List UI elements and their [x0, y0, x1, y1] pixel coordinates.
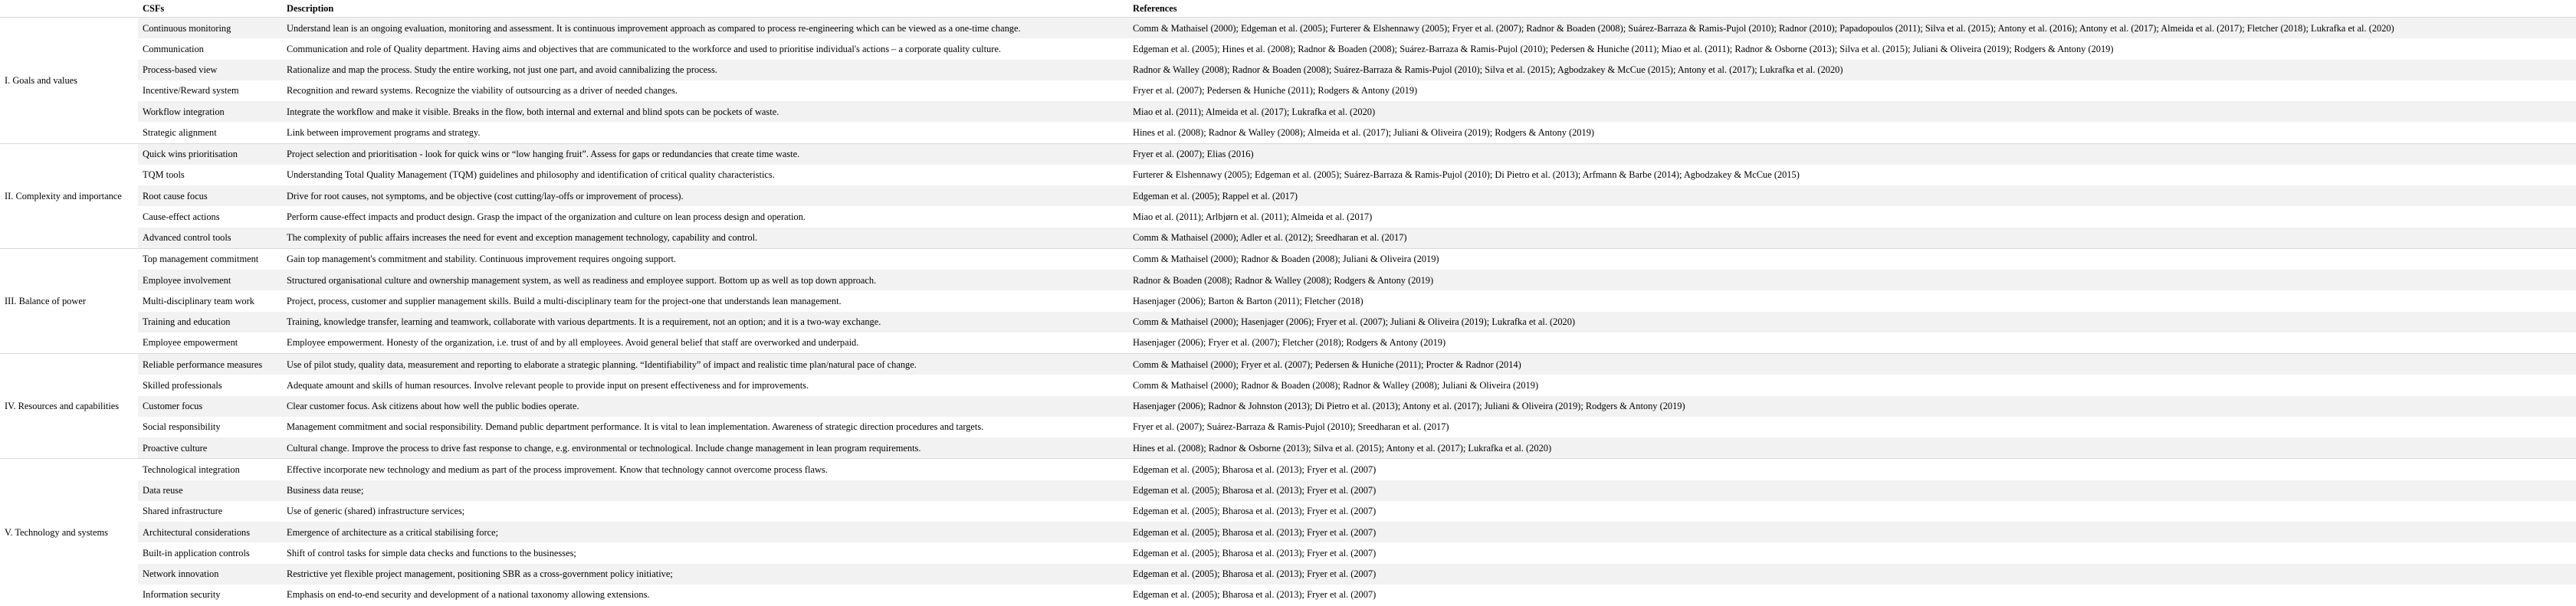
table-row — [0, 312, 2576, 332]
csf-cell: Architectural considerations — [138, 522, 282, 542]
references-cell: Comm & Mathaisel (2000); Edgeman et al. (2005); Furterer & Elshennawy (2005); Fryer et al. (2007); Radnor & Boaden (2008); Suárez-Barraza & Ramis-Pujol (2010); Radnor (2010); Papadopoulos (2011); Silva et al. (2015); Antony et al. (2016); Antony et al. (2017); Almeida et al. (2017); Fletcher (2018); Lukrafka et al. (2020) — [1128, 18, 2576, 39]
group-label: I. Goals and values — [0, 18, 138, 144]
references-cell: Edgeman et al. (2005); Bharosa et al. (2013); Fryer et al. (2007) — [1128, 501, 2576, 522]
table-row — [0, 332, 2576, 354]
references-cell: Hasenjager (2006); Fryer et al. (2007); Fletcher (2018); Rodgers & Antony (2019) — [1128, 332, 2576, 354]
csf-cell: Employee empowerment — [138, 332, 282, 354]
references-cell: Edgeman et al. (2005); Bharosa et al. (2013); Fryer et al. (2007) — [1128, 459, 2576, 480]
description-cell: Project, process, customer and supplier management skills. Build a multi-disciplinary team for the project-one that understands lean management. — [282, 290, 1128, 311]
description-cell: Use of pilot study, quality data, measurement and reporting to elaborate a strategic planning. “Identifiability” of impact and realistic time plan/natural pace of change. — [282, 354, 1128, 375]
csf-cell: Data reuse — [138, 480, 282, 501]
group-label: IV. Resources and capabilities — [0, 354, 138, 459]
table-row — [0, 80, 2576, 101]
description-cell: Cultural change. Improve the process to drive fast response to change, e.g. environmental or technological. Include change management in lean program requirements. — [282, 437, 1128, 459]
header-csfs: CSFs — [138, 0, 282, 18]
csf-cell: Workflow integration — [138, 101, 282, 122]
references-cell: Miao et al. (2011); Almeida et al. (2017); Lukrafka et al. (2020) — [1128, 101, 2576, 122]
header-references: References — [1128, 0, 2576, 18]
csf-cell: Quick wins prioritisation — [138, 143, 282, 165]
table-row — [0, 18, 2576, 39]
references-cell: Edgeman et al. (2005); Bharosa et al. (2013); Fryer et al. (2007) — [1128, 564, 2576, 585]
references-cell: Hasenjager (2006); Radnor & Johnston (2013); Di Pietro et al. (2013); Antony et al. (2017); Juliani & Oliveira (2019); Rodgers & Antony (2019) — [1128, 396, 2576, 417]
description-cell: Gain top management's commitment and stability. Continuous improvement requires ongoing support. — [282, 248, 1128, 270]
table-row — [0, 290, 2576, 311]
table-row — [0, 480, 2576, 501]
references-cell: Comm & Mathaisel (2000); Adler et al. (2012); Sreedharan et al. (2017) — [1128, 228, 2576, 249]
csf-cell: Skilled professionals — [138, 375, 282, 395]
description-cell: Communication and role of Quality department. Having aims and objectives that are communicated to the workforce and used to prioritise individual's actions – a corporate quality culture. — [282, 38, 1128, 59]
csf-cell: Network innovation — [138, 564, 282, 585]
table-row — [0, 396, 2576, 417]
references-cell: Edgeman et al. (2005); Hines et al. (2008); Radnor & Boaden (2008); Suárez-Barraza & Ramis-Pujol (2010); Pedersen & Huniche (2011); Miao et al. (2011); Radnor & Osborne (2013); Silva et al. (2015); Juliani & Oliveira (2019); Rodgers & Antony (2019) — [1128, 38, 2576, 59]
group-label: II. Complexity and importance — [0, 143, 138, 248]
description-cell: Training, knowledge transfer, learning and teamwork, collaborate with various departments. It is a requirement, not an option; and it is a two-way exchange. — [282, 312, 1128, 332]
references-cell: Edgeman et al. (2005); Bharosa et al. (2013); Fryer et al. (2007) — [1128, 480, 2576, 501]
header-description: Description — [282, 0, 1128, 18]
csf-cell: Advanced control tools — [138, 228, 282, 249]
description-cell: Rationalize and map the process. Study the entire working, not just one part, and avoid cannibalizing the process. — [282, 60, 1128, 80]
description-cell: Use of generic (shared) infrastructure services; — [282, 501, 1128, 522]
description-cell: Adequate amount and skills of human resources. Involve relevant people to provide input on present effectiveness and for improvements. — [282, 375, 1128, 395]
description-cell: Management commitment and social responsibility. Demand public department performance. It is vital to lean implementation. Awareness of strategic direction procedures and targets. — [282, 417, 1128, 437]
description-cell: Understand lean is an ongoing evaluation, monitoring and assessment. It is continuous improvement approach as compared to process re-engineering which can be viewed as a one-time change. — [282, 18, 1128, 39]
csf-cell: Built-in application controls — [138, 542, 282, 563]
table-row — [0, 522, 2576, 542]
table-row — [0, 38, 2576, 59]
description-cell: Link between improvement programs and strategy. — [282, 122, 1128, 143]
table-row — [0, 248, 2576, 270]
table-row — [0, 375, 2576, 395]
references-cell: Edgeman et al. (2005); Rappel et al. (2017) — [1128, 185, 2576, 206]
table-row — [0, 101, 2576, 122]
references-cell: Comm & Mathaisel (2000); Hasenjager (2006); Fryer et al. (2007); Juliani & Oliveira (2019); Lukrafka et al. (2020) — [1128, 312, 2576, 332]
description-cell: Emergence of architecture as a critical stabilising force; — [282, 522, 1128, 542]
references-cell: Furterer & Elshennawy (2005); Edgeman et al. (2005); Suárez-Barraza & Ramis-Pujol (2010); Di Pietro et al. (2013); Arfmann & Barbe (2014); Agbodzakey & McCue (2015) — [1128, 165, 2576, 185]
csf-cell: Information security — [138, 585, 282, 605]
references-cell: Radnor & Walley (2008); Radnor & Boaden (2008); Suárez-Barraza & Ramis-Pujol (2010); Silva et al. (2015); Agbodzakey & McCue (2015); Antony et al. (2017); Lukrafka et al. (2020) — [1128, 60, 2576, 80]
references-cell: Hasenjager (2006); Barton & Barton (2011); Fletcher (2018) — [1128, 290, 2576, 311]
table-row — [0, 459, 2576, 480]
references-cell: Comm & Mathaisel (2000); Radnor & Boaden (2008); Radnor & Walley (2008); Juliani & Oliveira (2019) — [1128, 375, 2576, 395]
description-cell: Emphasis on end-to-end security and development of a national taxonomy allowing extensions. — [282, 585, 1128, 605]
references-cell: Hines et al. (2008); Radnor & Walley (2008); Almeida et al. (2017); Juliani & Oliveira (2019); Rodgers & Antony (2019) — [1128, 122, 2576, 143]
references-cell: Edgeman et al. (2005); Bharosa et al. (2013); Fryer et al. (2007) — [1128, 585, 2576, 605]
table-row — [0, 185, 2576, 206]
table-row — [0, 542, 2576, 563]
csf-cell: TQM tools — [138, 165, 282, 185]
table-row — [0, 585, 2576, 605]
description-cell: Understanding Total Quality Management (TQM) guidelines and philosophy and identification of critical quality characteristics. — [282, 165, 1128, 185]
description-cell: Recognition and reward systems. Recognize the viability of outsourcing as a driver of needed changes. — [282, 80, 1128, 101]
csf-cell: Employee involvement — [138, 270, 282, 290]
csf-cell: Multi-disciplinary team work — [138, 290, 282, 311]
csf-cell: Strategic alignment — [138, 122, 282, 143]
table-row — [0, 501, 2576, 522]
description-cell: Perform cause-effect impacts and product design. Grasp the impact of the organization and culture on lean process design and operation. — [282, 206, 1128, 227]
header-row — [0, 0, 2576, 18]
description-cell: Employee empowerment. Honesty of the organization, i.e. trust of and by all employees. Avoid general belief that staff are overworked and underpaid. — [282, 332, 1128, 354]
description-cell: The complexity of public affairs increases the need for event and exception management technology, capability and control. — [282, 228, 1128, 249]
csf-cell: Incentive/Reward system — [138, 80, 282, 101]
references-cell: Edgeman et al. (2005); Bharosa et al. (2013); Fryer et al. (2007) — [1128, 522, 2576, 542]
csf-cell: Proactive culture — [138, 437, 282, 459]
table-row — [0, 60, 2576, 80]
description-cell: Structured organisational culture and ownership management system, as well as readiness and employee support. Bottom up as well as top down approach. — [282, 270, 1128, 290]
references-cell: Comm & Mathaisel (2000); Fryer et al. (2007); Pedersen & Huniche (2011); Procter & Radnor (2014) — [1128, 354, 2576, 375]
csf-cell: Social responsibility — [138, 417, 282, 437]
table-body — [0, 18, 2576, 606]
table-row — [0, 228, 2576, 249]
csf-cell: Technological integration — [138, 459, 282, 480]
description-cell: Business data reuse; — [282, 480, 1128, 501]
table-row — [0, 437, 2576, 459]
csf-cell: Cause-effect actions — [138, 206, 282, 227]
description-cell: Clear customer focus. Ask citizens about how well the public bodies operate. — [282, 396, 1128, 417]
csf-cell: Process-based view — [138, 60, 282, 80]
description-cell: Drive for root causes, not symptoms, and be objective (cost cutting/lay-offs or improvement of process). — [282, 185, 1128, 206]
references-cell: Radnor & Boaden (2008); Radnor & Walley (2008); Rodgers & Antony (2019) — [1128, 270, 2576, 290]
references-cell: Fryer et al. (2007); Elias (2016) — [1128, 143, 2576, 165]
references-cell: Hines et al. (2008); Radnor & Osborne (2013); Silva et al. (2015); Antony et al. (2017); Lukrafka et al. (2020) — [1128, 437, 2576, 459]
csf-cell: Training and education — [138, 312, 282, 332]
csf-cell: Continuous monitoring — [138, 18, 282, 39]
table-row — [0, 165, 2576, 185]
table-row — [0, 122, 2576, 143]
references-cell: Fryer et al. (2007); Suárez-Barraza & Ramis-Pujol (2010); Sreedharan et al. (2017) — [1128, 417, 2576, 437]
table-row — [0, 354, 2576, 375]
table-row — [0, 417, 2576, 437]
csf-cell: Top management commitment — [138, 248, 282, 270]
group-label: V. Technology and systems — [0, 459, 138, 605]
csf-cell: Root cause focus — [138, 185, 282, 206]
csf-cell: Shared infrastructure — [138, 501, 282, 522]
csf-cell: Reliable performance measures — [138, 354, 282, 375]
table-row — [0, 270, 2576, 290]
table-row — [0, 206, 2576, 227]
header-group — [0, 0, 138, 18]
description-cell: Shift of control tasks for simple data checks and functions to the businesses; — [282, 542, 1128, 563]
references-cell: Edgeman et al. (2005); Bharosa et al. (2013); Fryer et al. (2007) — [1128, 542, 2576, 563]
csf-cell: Customer focus — [138, 396, 282, 417]
csf-cell: Communication — [138, 38, 282, 59]
description-cell: Project selection and prioritisation - look for quick wins or “low hanging fruit”. Assess for gaps or redundancies that create time waste. — [282, 143, 1128, 165]
table-row — [0, 143, 2576, 165]
group-label: III. Balance of power — [0, 248, 138, 353]
references-cell: Comm & Mathaisel (2000); Radnor & Boaden (2008); Juliani & Oliveira (2019) — [1128, 248, 2576, 270]
references-cell: Fryer et al. (2007); Pedersen & Huniche (2011); Rodgers & Antony (2019) — [1128, 80, 2576, 101]
description-cell: Effective incorporate new technology and medium as part of the process improvement. Know that technology cannot overcome process flaws. — [282, 459, 1128, 480]
description-cell: Restrictive yet flexible project management, positioning SBR as a cross-government policy initiative; — [282, 564, 1128, 585]
description-cell: Integrate the workflow and make it visible. Breaks in the flow, both internal and external and blind spots can be pockets of waste. — [282, 101, 1128, 122]
references-cell: Miao et al. (2011); Arlbjørn et al. (2011); Almeida et al. (2017) — [1128, 206, 2576, 227]
table-row — [0, 564, 2576, 585]
